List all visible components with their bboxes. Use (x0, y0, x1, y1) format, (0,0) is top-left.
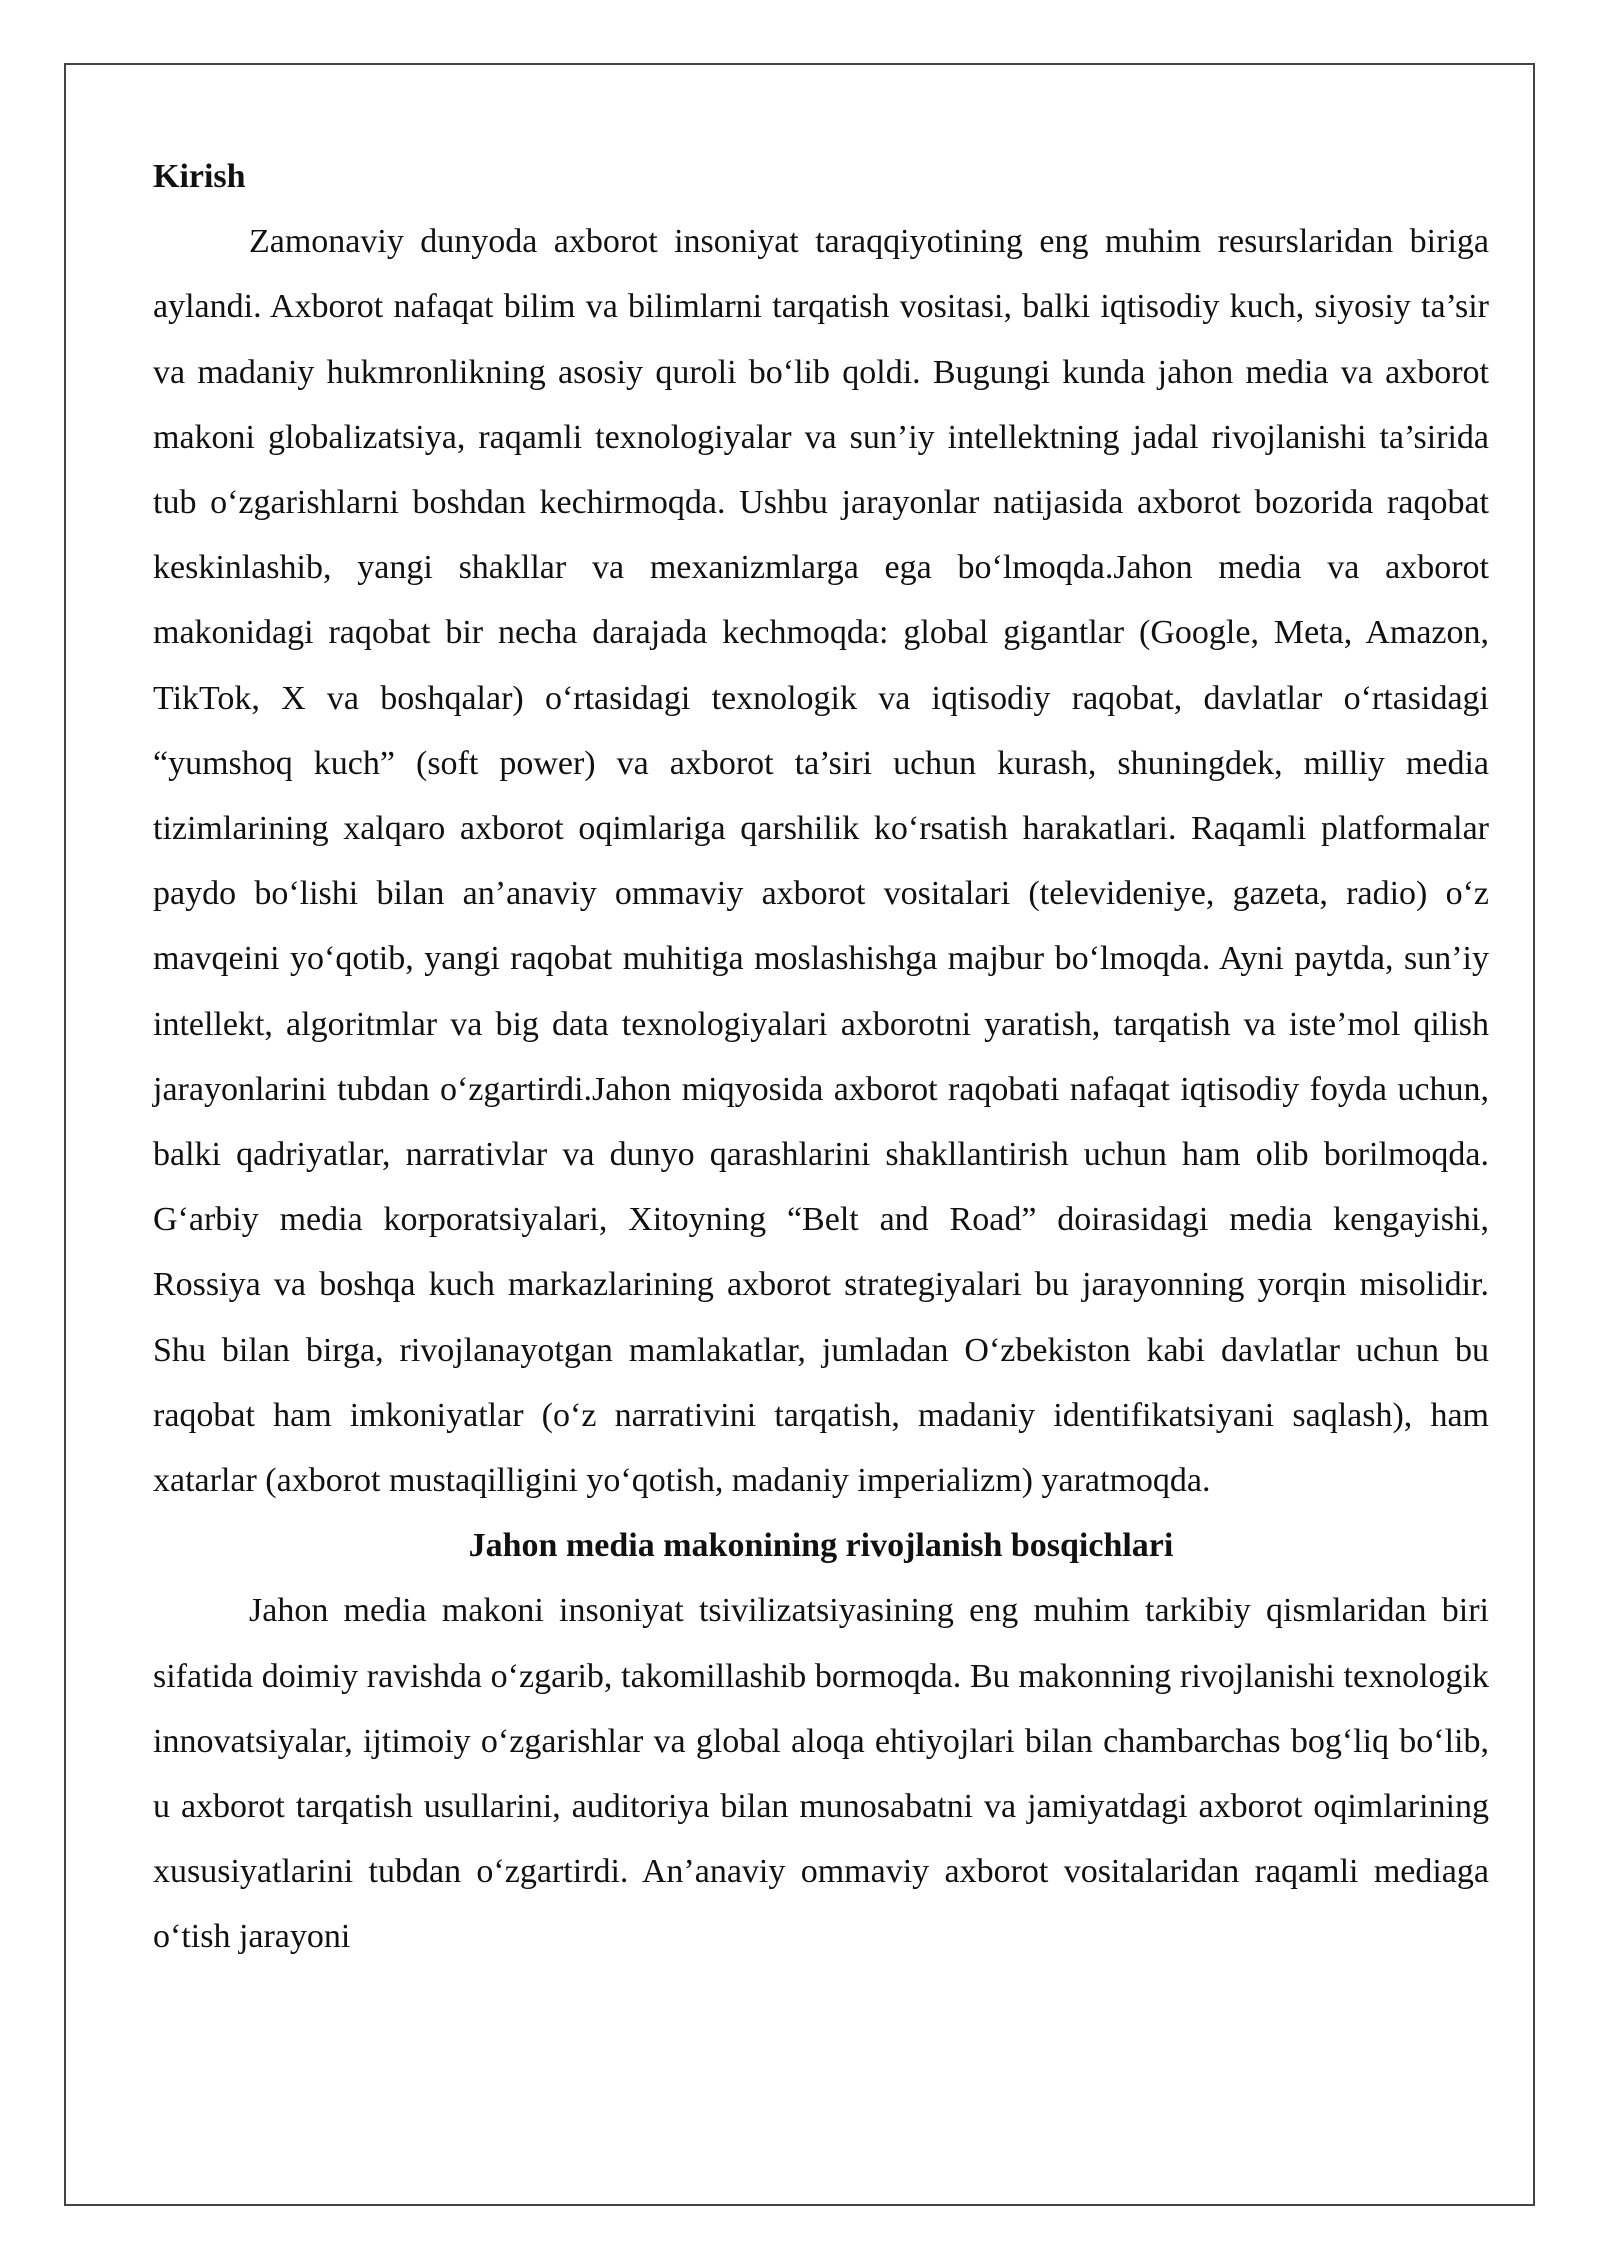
document-body (153, 144, 1489, 1970)
section-heading: Jahon media makonining rivojlanish bosqichlari (468, 1527, 1174, 1565)
section-paragraph: Jahon media makoni insoniyat tsivilizatsiyasining eng muhim tarkibiy qismlaridan biri sifatida doimiy ravishda o‘zgarib, takomillashib bormoqda. Bu makonning rivojlanishi texnologik innovatsiyalar, ijtimoiy o‘zgarishlar va global aloqa ehtiyojlari bilan chambarchas bog‘liq bo‘lib, u axborot tarqatish usullarini, auditoriya bilan munosabatni va jamiyatdagi axborot oqimlarining xususiyatlarini tubdan o‘zgartirdi. An’anaviy ommaviy axborot vositalaridan raqamli mediaga o‘tish jarayoni (153, 1592, 1489, 1956)
intro-heading: Kirish (153, 158, 246, 195)
intro-paragraph: Zamonaviy dunyoda axborot insoniyat taraqqiyotining eng muhim resurslaridan biriga aylandi. Axborot nafaqat bilim va bilimlarni tarqatish vositasi, balki iqtisodiy kuch, siyosiy ta’sir va madaniy hukmronlikning asosiy quroli bo‘lib qoldi. Bugungi kunda jahon media va axborot makoni globalizatsiya, raqamli texnologiyalar va sun’iy intellektning jadal rivojlanishi ta’sirida tub o‘zgarishlarni boshdan kechirmoqda. Ushbu jarayonlar natijasida axborot bozorida raqobat keskinlashib, yangi shakllar va mexanizmlarga ega bo‘lmoqda.Jahon media va axborot makonidagi raqobat bir necha darajada kechmoqda: global gigantlar (Google, Meta, Amazon, TikTok, X va boshqalar) o‘rtasidagi texnologik va iqtisodiy raqobat, davlatlar o‘rtasidagi “yumshoq kuch” (soft power) va axborot ta’siri uchun kurash, shuningdek, milliy media tizimlarining xalqaro axborot oqimlariga qarshilik ko‘rsatish harakatlari. Raqamli platformalar paydo bo‘lishi bilan an’anaviy ommaviy axborot vositalari (televideniye, gazeta, radio) o‘z mavqeini yo‘qotib, yangi raqobat muhitiga moslashishga majbur bo‘lmoqda. Ayni paytda, sun’iy intellekt, algoritmlar va big data texnologiyalari axborotni yaratish, tarqatish va iste’mol qilish jarayonlarini tubdan o‘zgartirdi.Jahon miqyosida axborot raqobati nafaqat iqtisodiy foyda uchun, balki qadriyatlar, narrativlar va dunyo qarashlarini shakllantirish uchun ham olib borilmoqda. G‘arbiy media korporatsiyalari, Xitoyning “Belt and Road” doirasidagi media kengayishi, Rossiya va boshqa kuch markazlarining axborot strategiyalari bu jarayonning yorqin misolidir. Shu bilan birga, rivojlanayotgan mamlakatlar, jumladan O‘zbekiston kabi davlatlar uchun bu raqobat ham imkoniyatlar (o‘z narrativini tarqatish, madaniy identifikatsiyani saqlash), ham xatarlar (axborot mustaqilligini yo‘qotish, madaniy imperializm) yaratmoqda. (153, 223, 1489, 1500)
